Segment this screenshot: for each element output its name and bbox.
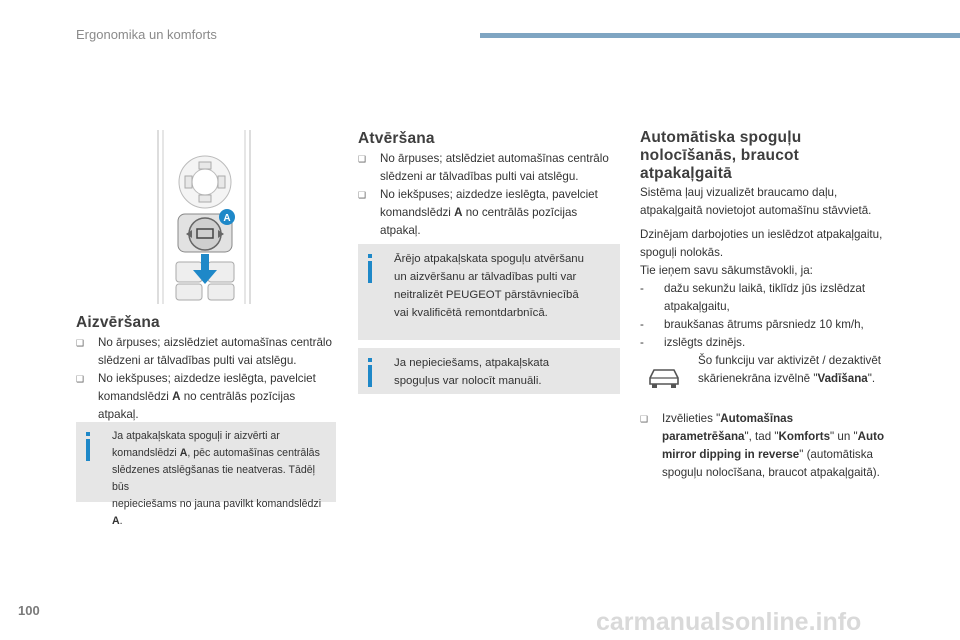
watermark: carmanualsonline.info bbox=[596, 608, 862, 636]
auto-para-1: Sistēma ļauj vizualizēt braucamo daļu, atpakaļgaitā novietojot automašīnu stāvvietā. bbox=[640, 186, 872, 217]
checkbox-icon: ❑ bbox=[76, 374, 85, 384]
checkbox-icon: ❑ bbox=[358, 154, 367, 164]
closing-info-note: Ja atpakaļskata spoguļi ir aizvērti ar komandslēdzi A, pēc automašīnas centrālās slēdzenes atslēgšanas tie neatveras. Tādēļ būs nepieciešams no jauna pavilkt komandslēdzi A. bbox=[76, 422, 336, 502]
closing-bullet-2: ❑ No iekšpuses; aizdedze ieslēgta, pavelciet komandslēdzi A no centrālās pozīcijas atpakaļ. bbox=[76, 372, 316, 421]
car-icon bbox=[646, 364, 682, 395]
opening-bullet-2: ❑ No iekšpuses; aizdedze ieslēgta, pavelciet komandslēdzi A no centrālās pozīcijas atpakaļ. bbox=[358, 188, 598, 237]
auto-para-2: Dzinējam darbojoties un ieslēdzot atpakaļgaitu, spoguļi nolokās. Tie ieņem savu sākumstāvokli, ja: bbox=[640, 228, 883, 277]
info-icon bbox=[368, 254, 372, 258]
checkbox-icon: ❑ bbox=[358, 190, 367, 200]
auto-title: Automātiska spoguļu nolocīšanās, braucot atpakaļgaitā bbox=[640, 129, 802, 182]
opening-info-note-2: Ja nepieciešams, atpakaļskata spoguļus var nolocīt manuāli. bbox=[358, 348, 620, 394]
opening-title: Atvēršana bbox=[358, 130, 435, 147]
opening-bullet-1: ❑ No ārpuses; atslēdziet automašīnas centrālo slēdzeni ar tālvadības pulti vai atslēgu. bbox=[358, 152, 609, 183]
header-title: Ergonomika un komforts bbox=[76, 27, 217, 42]
closing-bullet-1: ❑ No ārpuses; aizslēdziet automašīnas centrālo slēdzeni ar tālvadības pulti vai atslēgu. bbox=[76, 336, 332, 367]
checkbox-icon: ❑ bbox=[76, 338, 85, 348]
page-number: 100 bbox=[18, 603, 40, 618]
info-icon bbox=[368, 358, 372, 362]
closing-title: Aizvēršana bbox=[76, 314, 160, 331]
callout-a-label: A bbox=[223, 213, 231, 224]
auto-dash-3: - izslēgts dzinējs. bbox=[640, 336, 746, 349]
mirror-control-illustration bbox=[150, 126, 260, 306]
auto-dash-1: - dažu sekunžu laikā, tiklīdz jūs izslēdzat atpakaļgaitu, bbox=[640, 282, 866, 313]
header-rule bbox=[480, 33, 960, 38]
auto-bullet: ❑ Izvēlieties "Automašīnas parametrēšana", tad "Komforts" un "Auto mirror dipping in reverse" (automātiska spoguļu nolocīšana, braucot atpakaļgaitā). bbox=[640, 412, 885, 479]
checkbox-icon: ❑ bbox=[640, 414, 649, 424]
auto-dash-2: - braukšanas ātrums pārsniedz 10 km/h, bbox=[640, 318, 864, 331]
opening-info-note-1: Ārējo atpakaļskata spoguļu atvēršanu un aizvēršanu ar tālvadības pulti var neitralizēt PEUGEOT pārstāvniecībā vai kvalificētā remontdarbnīcā. bbox=[358, 244, 620, 340]
auto-car-note: Šo funkciju var aktivizēt / dezaktivēt skārienekrāna izvēlnē "Vadīšana". bbox=[698, 354, 882, 385]
info-icon bbox=[86, 432, 90, 436]
